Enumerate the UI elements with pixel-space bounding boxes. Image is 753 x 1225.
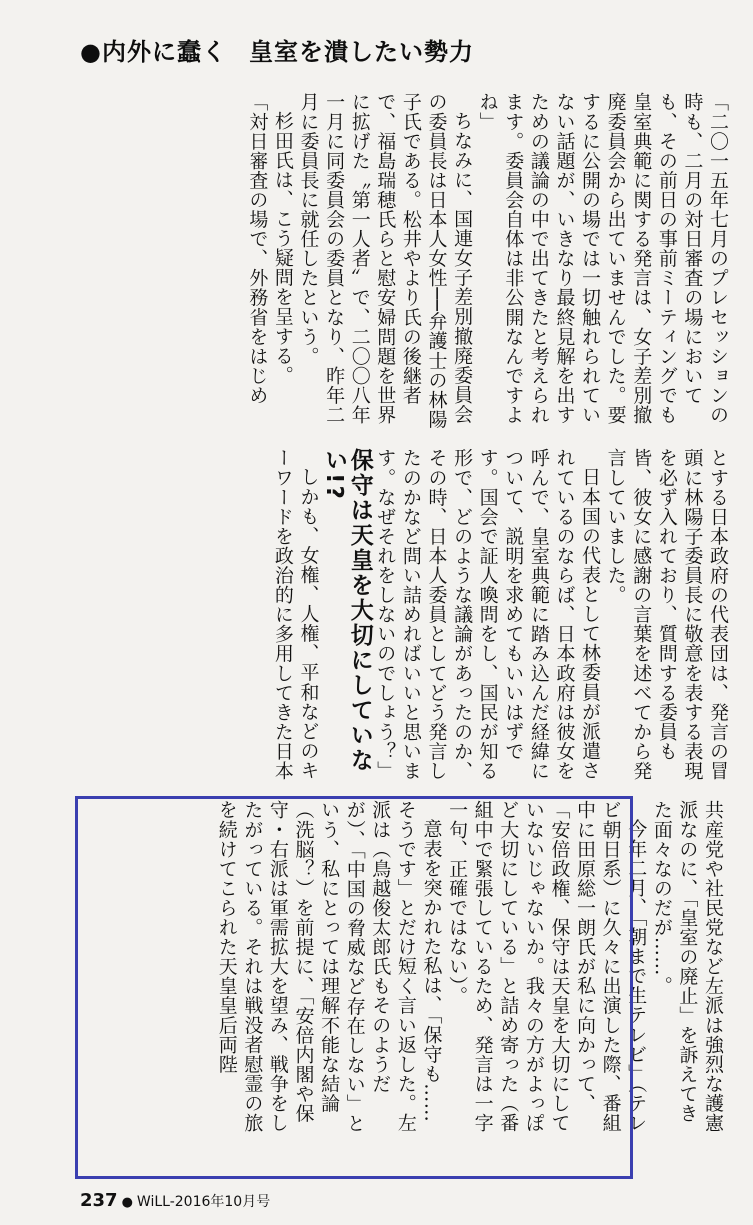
paragraph-quote-sugita: 「二〇一五年七月のプレセッションの時も、二月の対日審査の場においても、その前日の事前ミーティングでも皇室典範に関する発言は、女子差別撤廃委員会から出ていませんでした。要するに公開の場では一切触れられていない話題が、いきなり最終見解を出すための議論の中で出てきたと考えられます。委員会自体は非公開なんですよね」 xyxy=(476,92,729,425)
paragraph-quote-start: 「対日審査の場で、外務省をはじめ xyxy=(246,92,269,405)
paragraph-question: 杉田氏は、こう疑問を呈する。 xyxy=(271,111,294,385)
paragraph-leftists: 共産党や社民党など左派は強烈な護憲派なのに、「皇室の廃止」を訴えてきた面々なのだが……。 xyxy=(650,800,724,1133)
highlight-box xyxy=(75,796,633,1179)
paragraph-government: とする日本政府の代表団は、発言の冒頭に林陽子委員長に敬意を表する表現を必ず入れており、質問する委員も皆、彼女に感謝の言葉を述べてから発言していました。 xyxy=(604,448,729,781)
heading-part1: ●内外に蠢く xyxy=(80,38,227,66)
section-heading xyxy=(80,32,474,67)
magazine-issue: WiLL-2016年10月号 xyxy=(136,1194,271,1210)
text-band-middle xyxy=(110,448,730,788)
subheading: 保守は天皇を大切にしていない!? xyxy=(321,448,373,773)
paragraph-keywords: しかも、女権、人権、平和などのキーワードを政治的に多用してきた日本 xyxy=(271,448,320,781)
paragraph-tv-program: 今年二月、「朝まで生テレビ」（テレビ朝日系）に久々に出演した際、番組中に田原総一朗氏が私に向かって、「安倍政権、保守は天皇を大切にしていないじゃないか。我々の方がよっぽど大切にしている」と詰め寄った（番組中で緊張しているため、発言は一字一句、正確ではない）。 xyxy=(446,800,648,1133)
paragraph-reply: 意表を突かれた私は、「保守も……そうです」とだけ短く言い返した。左派は（鳥越俊太郎氏もそのようだが）、「中国の脅威など存在しない」という、私にとっては理解不能な結論（洗脳？）を前提に、「安倍内閣や保守・右派は軍需拡大を望み、戦争をしたがっている。それは戦没者慰霊の旅を続けてこられた天皇皇后両陛 xyxy=(215,800,443,1133)
paragraph-hayashi: ちなみに、国連女子差別撤廃委員会の委員長は日本人女性──弁護士の林陽子氏である。松井やより氏の後継者で、福島瑞穂氏らと慰安婦問題を世界に拡げた〝第一人者〟で、二〇〇八年一月に同委員会の委員となり、昨年二月に委員長に就任したという。 xyxy=(297,92,474,429)
bullet-icon: ● xyxy=(121,1195,133,1210)
paragraph-representative: 日本国の代表として林委員が派遣されているのならば、日本政府は彼女を呼んで、皇室典範に踏み込んだ経緯について、説明を求めてもいいはずです。国会で証人喚問をし、国民が知る形で、どのような議論があったのか、その時、日本人委員としてどう発言したのかなど問い詰めればいいと思います。なぜそれをしないのでしょう？」 xyxy=(374,448,602,781)
heading-part2: 皇室を潰したい勢力 xyxy=(248,38,474,66)
text-band-upper xyxy=(130,92,730,432)
page-footer xyxy=(80,1190,270,1211)
page-number: 237 xyxy=(80,1190,118,1211)
